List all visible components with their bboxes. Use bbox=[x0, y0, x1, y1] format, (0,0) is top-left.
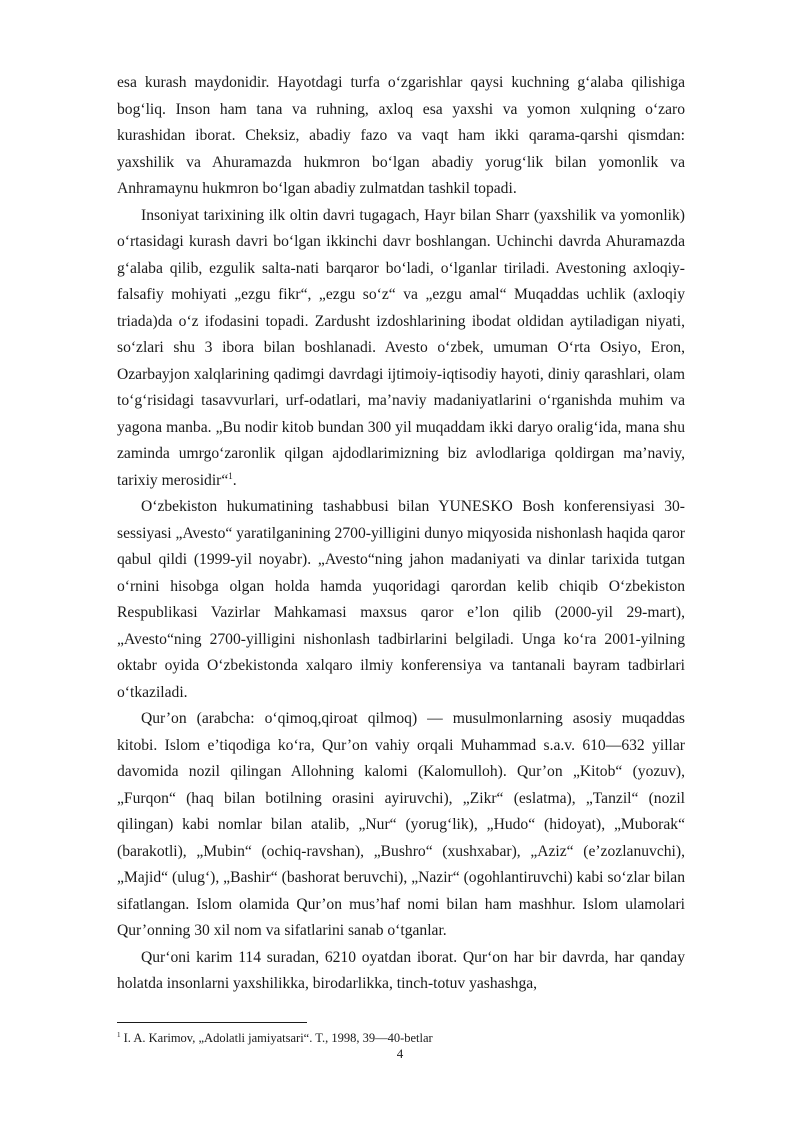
paragraph-quran: Qur’on (arabcha: o‘qimoq,qiroat qilmoq) — musulmonlarning asosiy muqaddas kitobi. Islom e’tiqodiga ko‘ra, Qur’on vahiy orqali Muhammad s.a.v. 610—632 yillar davomida nozil qilingan Allohning kalomi (Kalomulloh). Qur’on „Kitob“ (yozuv), „Furqon“ (haq bilan botilning orasini ayiruvchi), „Zikr“ (eslatma), „Tanzil“ (nozil qilingan) kabi nomlar bilan atalib, „Nur“ (yorug‘lik), „Hudo“ (hidoyat), „Muborak“ (barakotli), „Mubin“ (ochiq-ravshan), „Bushro“ (xushxabar), „Aziz“ (e’zozlanuvchi), „Majid“ (ulug‘), „Bashir“ (bashorat beruvchi), „Nazir“ (ogohlantiruvchi) kabi so‘zlar bilan sifatlangan. Islom olamida Qur’on mus’haf nomi bilan ham mashhur. Islom ulamolari Qur’onning 30 xil nom va sifatlarini sanab o‘tganlar. bbox=[117, 710, 685, 939]
footnote-marker: 1 bbox=[117, 1030, 121, 1039]
footnote-reference[interactable]: 1 bbox=[228, 470, 233, 481]
page-number: 4 bbox=[396, 1046, 404, 1061]
paragraph-quran-suras: Qur‘oni karim 114 suradan, 6210 oyatdan iborat. Qur‘on har bir davrda, har qanday holatda insonlarni yaxshilikka, birodarlikka, tinch-totuv yashashga, bbox=[117, 948, 685, 992]
body-text bbox=[117, 70, 685, 998]
paragraph-avesto-history bbox=[117, 203, 685, 495]
paragraph-avesto-history-end: . bbox=[232, 471, 237, 489]
footnote-divider bbox=[117, 1022, 307, 1023]
paragraph-unesco: O‘zbekiston hukumatining tashabbusi bilan YUNESKO Bosh konferensiyasi 30-sessiyasi „Avesto“ yaratilganining 2700-yilligini dunyo miqyosida nishonlash haqida qaror qabul qildi (1999-yil noyabr). „Avesto“ning jahon madaniyati va dinlar tarixida tutgan o‘rnini hisobga olgan holda hamda yuqoridagi qarordan kelib chiqib O‘zbekiston Respublikasi Vazirlar Mahkamasi maxsus qaror e’lon qilib (2000-yil 29-mart), „Avesto“ning 2700-yilligini nishonlash tadbirlarini belgiladi. Unga ko‘ra 2001-yilning oktabr oyida O‘zbekistonda xalqaro ilmiy konferensiya va tantanali bayram tadbirlari o‘tkaziladi. bbox=[117, 498, 685, 701]
footnote bbox=[117, 1030, 685, 1046]
footnote-text: I. A. Karimov, „Adolatli jamiyatsari“. T., 1998, 39—40-betlar bbox=[120, 1031, 433, 1045]
paragraph-continuation: esa kurash maydonidir. Hayotdagi turfa o‘zgarishlar qaysi kuchning g‘alaba qilishiga bog‘liq. Inson ham tana va ruhning, axloq esa yaxshi va yomon xulqning o‘zaro kurashidan iborat. Cheksiz, abadiy fazo va vaqt ham ikki qarama-qarshi qismdan: yaxshilik va Ahuramazda hukmron bo‘lgan abadiy yorug‘lik bilan yomonlik va Anhramaynu hukmron bo‘lgan abadiy zulmatdan tashkil topadi. bbox=[117, 74, 685, 197]
paragraph-avesto-history-text: Insoniyat tarixining ilk oltin davri tugagach, Hayr bilan Sharr (yaxshilik va yomonlik) o‘rtasidagi kurash davri bo‘lgan ikkinchi davr boshlangan. Uchinchi davrda Ahuramazda g‘alaba qilib, ezgulik salta-nati barqaror bo‘ladi, o‘lganlar tiriladi. Avestoning axloqiy-falsafiy mohiyati „ezgu fikr“, „ezgu so‘z“ va „ezgu amal“ Muqaddas uchlik (axloqiy triada)da o‘z ifodasini topadi. Zardusht izdoshlarining ibodat oldidan aytiladigan niyati, so‘zlari shu 3 ibora bilan boshlanadi. Avesto o‘zbek, umuman O‘rta Osiyo, Eron, Ozarbayjon xalqlarining qadimgi davrdagi ijtimoiy-iqtisodiy hayoti, diniy qarashlari, olam to‘g‘risidagi tasavvurlari, urf-odatlari, ma’naviy madaniyatlarini o‘rganishda muhim va yagona manba. „Bu nodir kitob bundan 300 yil muqaddam ikki daryo oralig‘ida, mana shu zaminda umrgo‘zaronlik qilgan ajdodlarimizning biz avlodlariga qoldirgan ma’naviy, tarixiy merosidir“ bbox=[117, 206, 685, 489]
